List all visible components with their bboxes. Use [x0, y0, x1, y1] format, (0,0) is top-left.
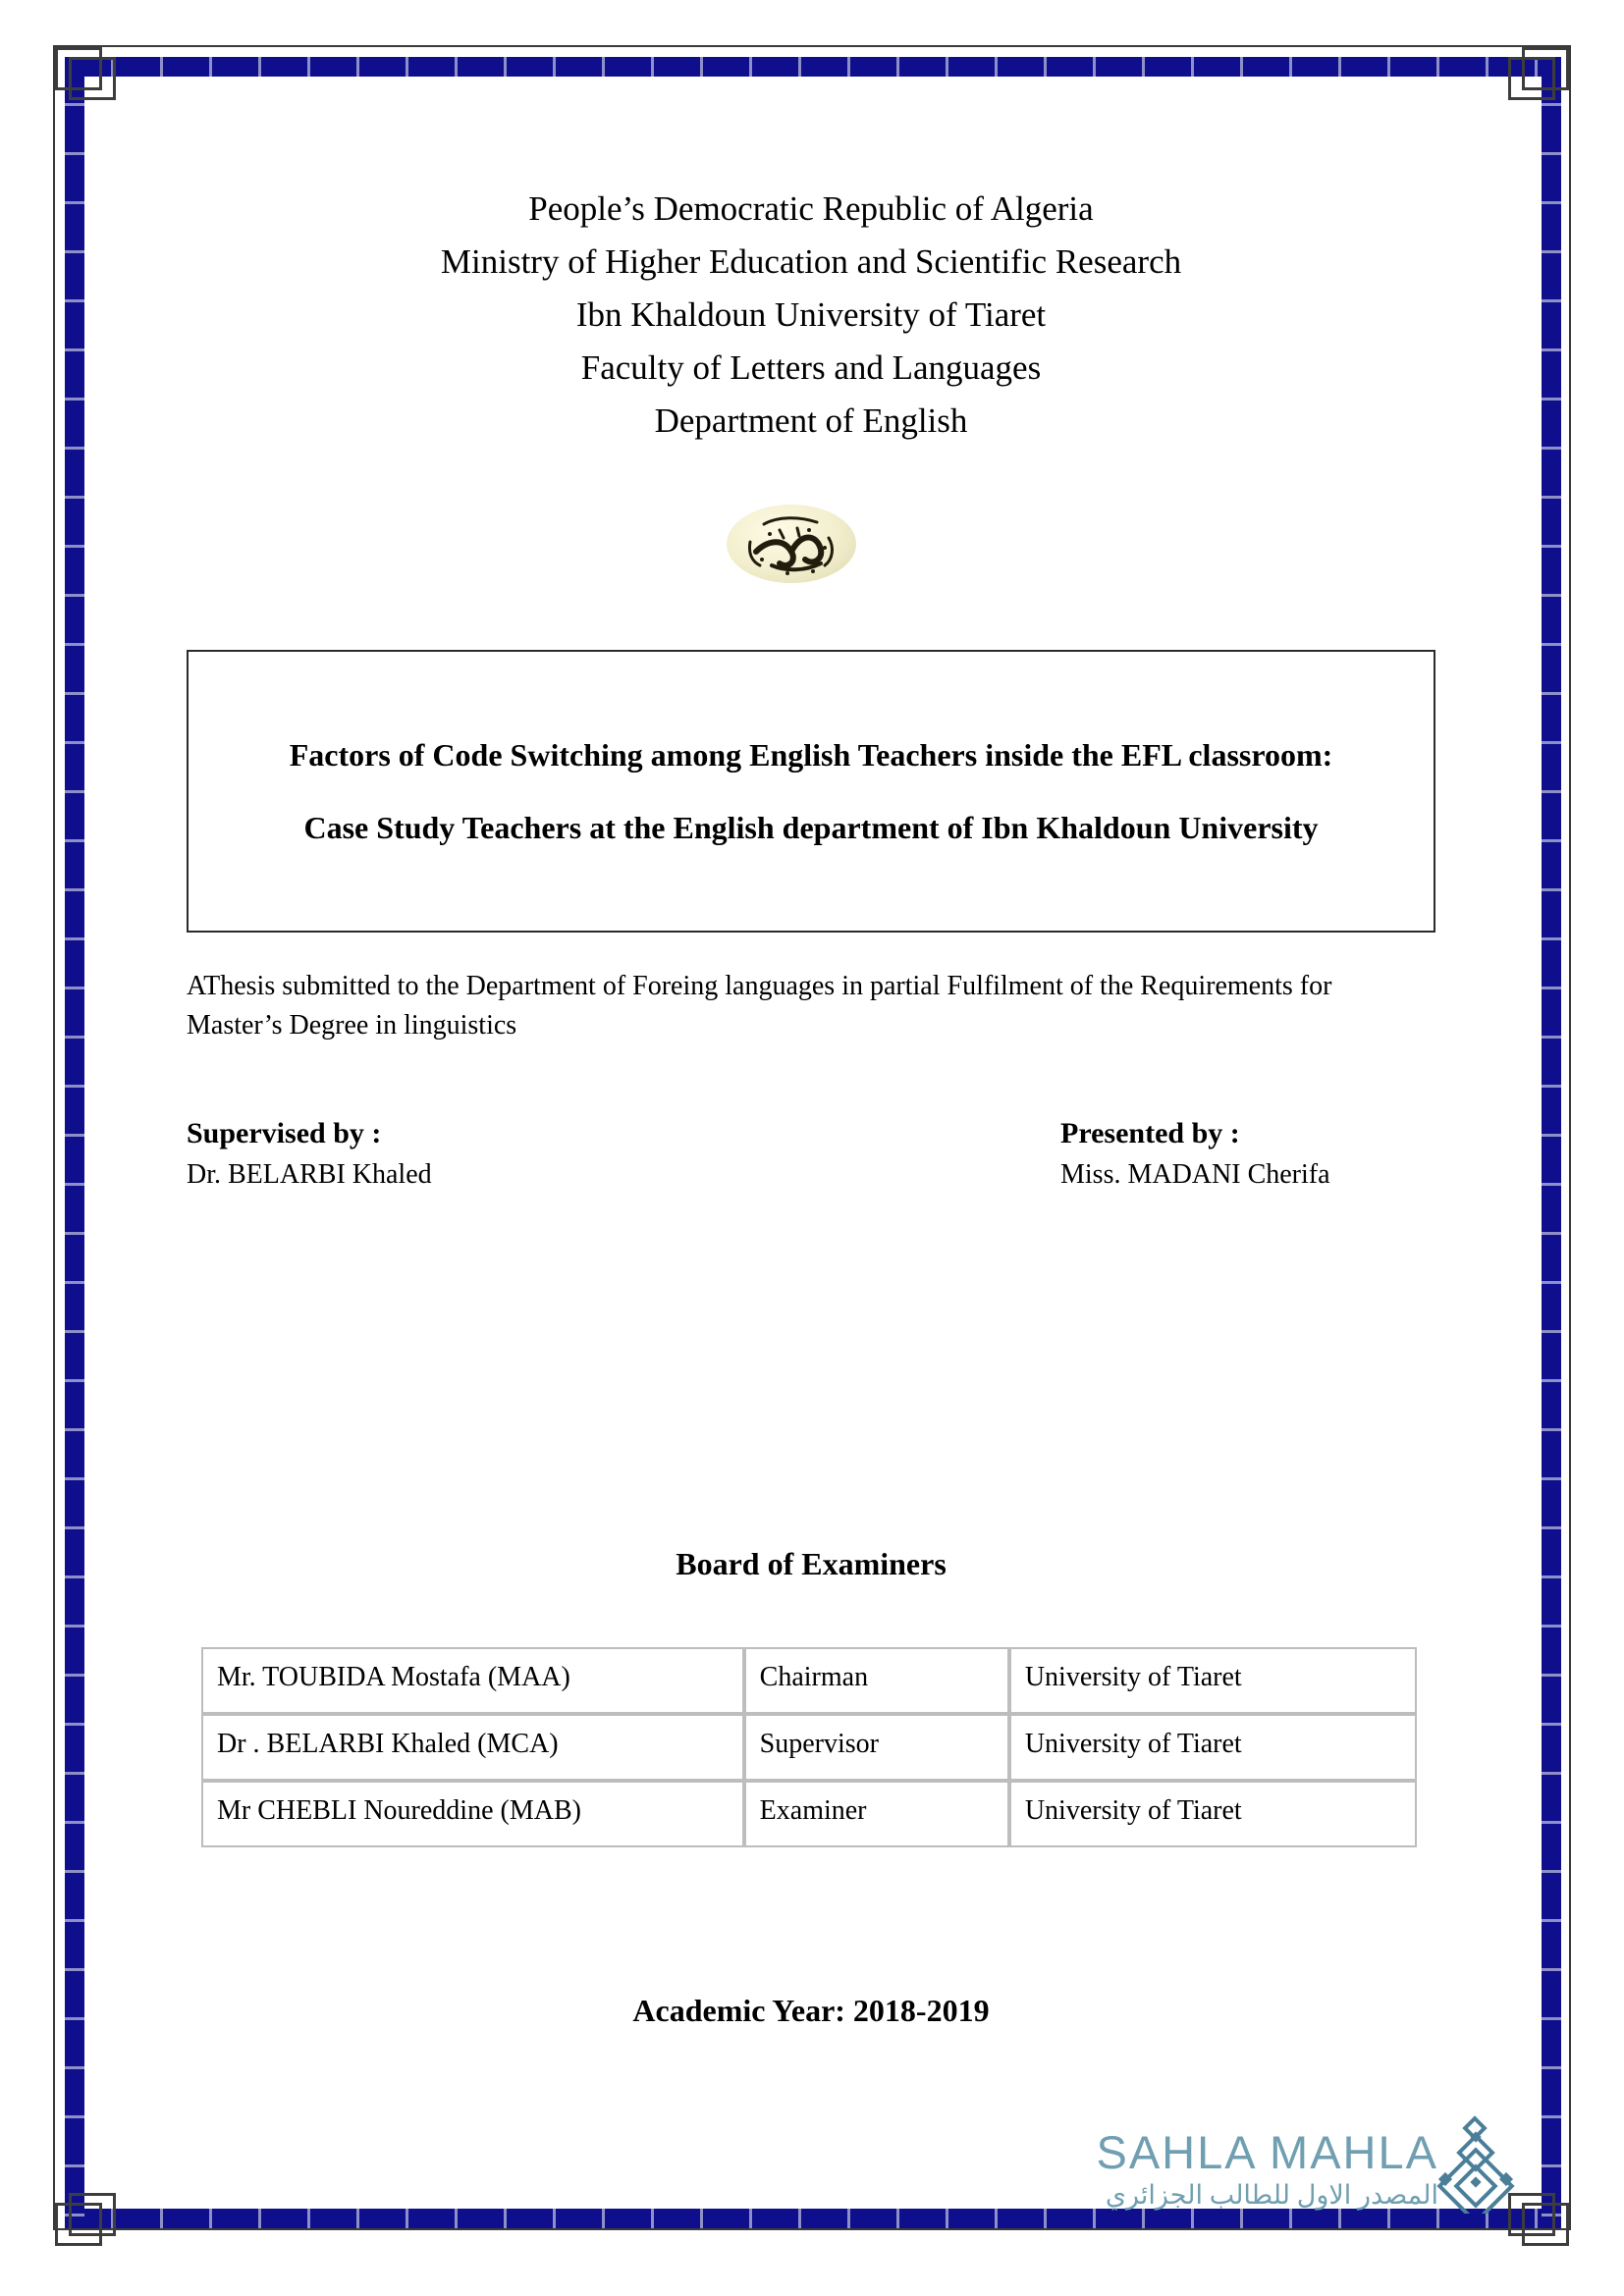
- examiner-university: University of Tiaret: [1009, 1647, 1417, 1714]
- examiner-name: Dr . BELARBI Khaled (MCA): [201, 1714, 744, 1781]
- examiner-name: Mr. TOUBIDA Mostafa (MAA): [201, 1647, 744, 1714]
- supervisor-name: Dr. BELARBI Khaled: [187, 1159, 432, 1190]
- presenter-column: [1060, 1112, 1330, 1195]
- board-of-examiners-title: Board of Examiners: [676, 1546, 947, 1581]
- table-row: [201, 1714, 1417, 1781]
- heading-line-university: Ibn Khaldoun University of Tiaret: [575, 295, 1047, 334]
- supervised-by-label: Supervised by :: [187, 1117, 382, 1149]
- examiner-role: Supervisor: [744, 1714, 1009, 1781]
- watermark-brand: SAHLA MAHLA: [1096, 2126, 1438, 2178]
- examiner-name: Mr CHEBLI Noureddine (MAB): [201, 1781, 744, 1847]
- heading-line-faculty: Faculty of Letters and Languages: [580, 348, 1042, 387]
- examiner-university: University of Tiaret: [1009, 1781, 1417, 1847]
- thesis-title-box: [187, 650, 1435, 933]
- institution-heading: [187, 183, 1435, 448]
- examiner-role: Examiner: [744, 1781, 1009, 1847]
- presented-by-label: Presented by :: [1060, 1117, 1240, 1149]
- presenter-name: Miss. MADANI Cherifa: [1060, 1159, 1330, 1190]
- supervisor-column: [187, 1112, 432, 1195]
- heading-line-department: Department of English: [654, 401, 968, 440]
- submission-statement: AThesis submitted to the Department of Foreing languages in partial Fulfilment of the Requirements for Master’s Degree in linguistics: [187, 971, 1332, 1041]
- table-row: [201, 1647, 1417, 1714]
- thesis-title: Factors of Code Switching among English Teachers inside the EFL classroom: Case Study Teachers at the English department of Ibn Khaldoun University: [289, 737, 1333, 845]
- sahla-mahla-watermark: [1056, 2115, 1517, 2233]
- examiner-university: University of Tiaret: [1009, 1714, 1417, 1781]
- examiner-role: Chairman: [744, 1647, 1009, 1714]
- academic-year: Academic Year: 2018-2019: [632, 1993, 990, 2028]
- board-of-examiners-table: [201, 1647, 1417, 1847]
- watermark-tagline: المصدر الاول للطالب الجزائري: [1105, 2180, 1438, 2210]
- heading-line-ministry: Ministry of Higher Education and Scientific Research: [440, 242, 1182, 281]
- table-row: [201, 1781, 1417, 1847]
- sahla-mahla-logo-icon: [1436, 2115, 1519, 2214]
- people-block: [187, 1112, 1435, 1220]
- university-seal-icon: [727, 505, 856, 583]
- heading-line-country: People’s Democratic Republic of Algeria: [528, 189, 1094, 228]
- seal-oval-shape: [727, 505, 856, 583]
